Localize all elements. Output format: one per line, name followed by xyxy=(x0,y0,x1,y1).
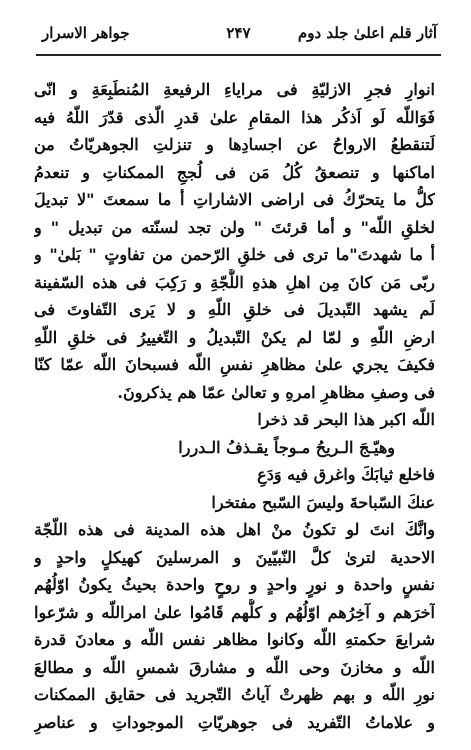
text-line: ارضِ اللّهِ و لمّا لم يكنْ التّبديلُ و التّغييرُ فى خلقِ اللّهِ xyxy=(34,327,435,347)
poem-line: اللّه اكبر هذا البحر قد ذخرا xyxy=(257,410,435,429)
poem-line: فاخلع ثيابَكَ واغرق فيه وَدَعِ xyxy=(257,465,435,484)
text-line: نفسٍ واحدة و نورٍ واحدٍ و روحٍ واحدة بحيثُ يكونُ اوّلُهُم xyxy=(34,575,435,594)
header-book-title: آثار قلم اعلیٰ جلد دوم xyxy=(297,24,437,42)
text-line: لخلقِ اللّه" و أما قرئتَ " ولن تجد لسنّته من تبديل " و xyxy=(34,217,435,237)
page-header xyxy=(40,20,437,46)
text-line: أ ما شهدتَ"ما ترى فى خلقِ الرّحمن من تفاوتٍ " بَلىٰ" و xyxy=(34,245,435,264)
text-line: الاحدية لترىٰ كلَّ النّبيّينَ و المرسلينَ كهيكلٍ واحدٍ و xyxy=(34,547,435,567)
text-line: آخرَهم و آخِرُهم اوّلُهُم و كلُّهم قَامُوا علىٰ امراللّه و شرّعوا xyxy=(34,602,435,622)
text-line: انوارِ فجرِ الازليّةِ فى مراياءِ الرفيعةِ المُنطَبِعَةِ و انّى xyxy=(34,80,435,99)
text-line: ربّى مَن كانَ مِن اهلِ هذهِ اللُّجّةِ و رَكِبَ فى هذه السّفينة xyxy=(34,272,435,292)
text-line: فكيفَ يجري علىٰ مظاهرِ نفسِ اللّه فسبحانَ اللّه عمّا كنّا xyxy=(34,355,435,374)
text-line: لَتنقطعُ الارواحُ عن اجسادِها و تنزلتِ الجوهريّاتُ من xyxy=(34,135,435,154)
header-section-title: جواهر الاسرار xyxy=(42,24,130,42)
text-line: لَم يشهد التّبديلَ فى خلقِ اللّهِ و لا يَرى التّفاوتَ فى xyxy=(34,300,435,319)
text-line: اللّه و مخازنَ وحى اللّه و مشارقَ شمسِ اللّه و مطالعَ xyxy=(34,657,435,677)
poem-line: وهيّـجَ الـريحُ مـوجاً يقـذفُ الـدررا xyxy=(178,437,395,457)
text-line: و علاماتُ التّفريد فى جوهريّاتِ الموجوداتِ و عناصرِ xyxy=(34,712,435,732)
text-line: فَوَاللّه لَو اَذكُر هذا المقامِ علىٰ قدرِ الّذى قدّرَ اللّهُ فيه xyxy=(34,107,435,127)
text-line: فى وصفِ مظاهرِ امرهِ و تعالىٰ عمّا هم يذكرونَ. xyxy=(117,382,435,402)
page-body xyxy=(34,76,435,736)
text-line: كلُّ ما يتحرّكُ فى اراضى الاشاراتِ أ ما سمعتَ "لا تبديلَ xyxy=(34,190,435,209)
header-page-number: ۲۴۷ xyxy=(226,24,251,42)
poem-line: عنكَ السّباحةَ وليسَ السّبح مفتخرا xyxy=(211,492,435,512)
text-line: شرايعَ حكمتهِ اللّه وكانوا مظاهر نفس اللّه و معادنَ قدرة xyxy=(34,630,435,649)
header-rule xyxy=(36,54,441,56)
text-line: وانَّكَ انتَ لو تكونُ منْ اهل هذه المدينة فى هذه اللّجّة xyxy=(34,520,435,539)
text-line: اماكنها و تنصعقُ كُلُ مَن فى لُججِ الممكناتِ و تنعدمُ xyxy=(34,162,435,182)
text-line: نورِ اللّه و بهم ظهرتْ آياتُ التّجريد فى حقايق الممكنات xyxy=(34,685,435,704)
